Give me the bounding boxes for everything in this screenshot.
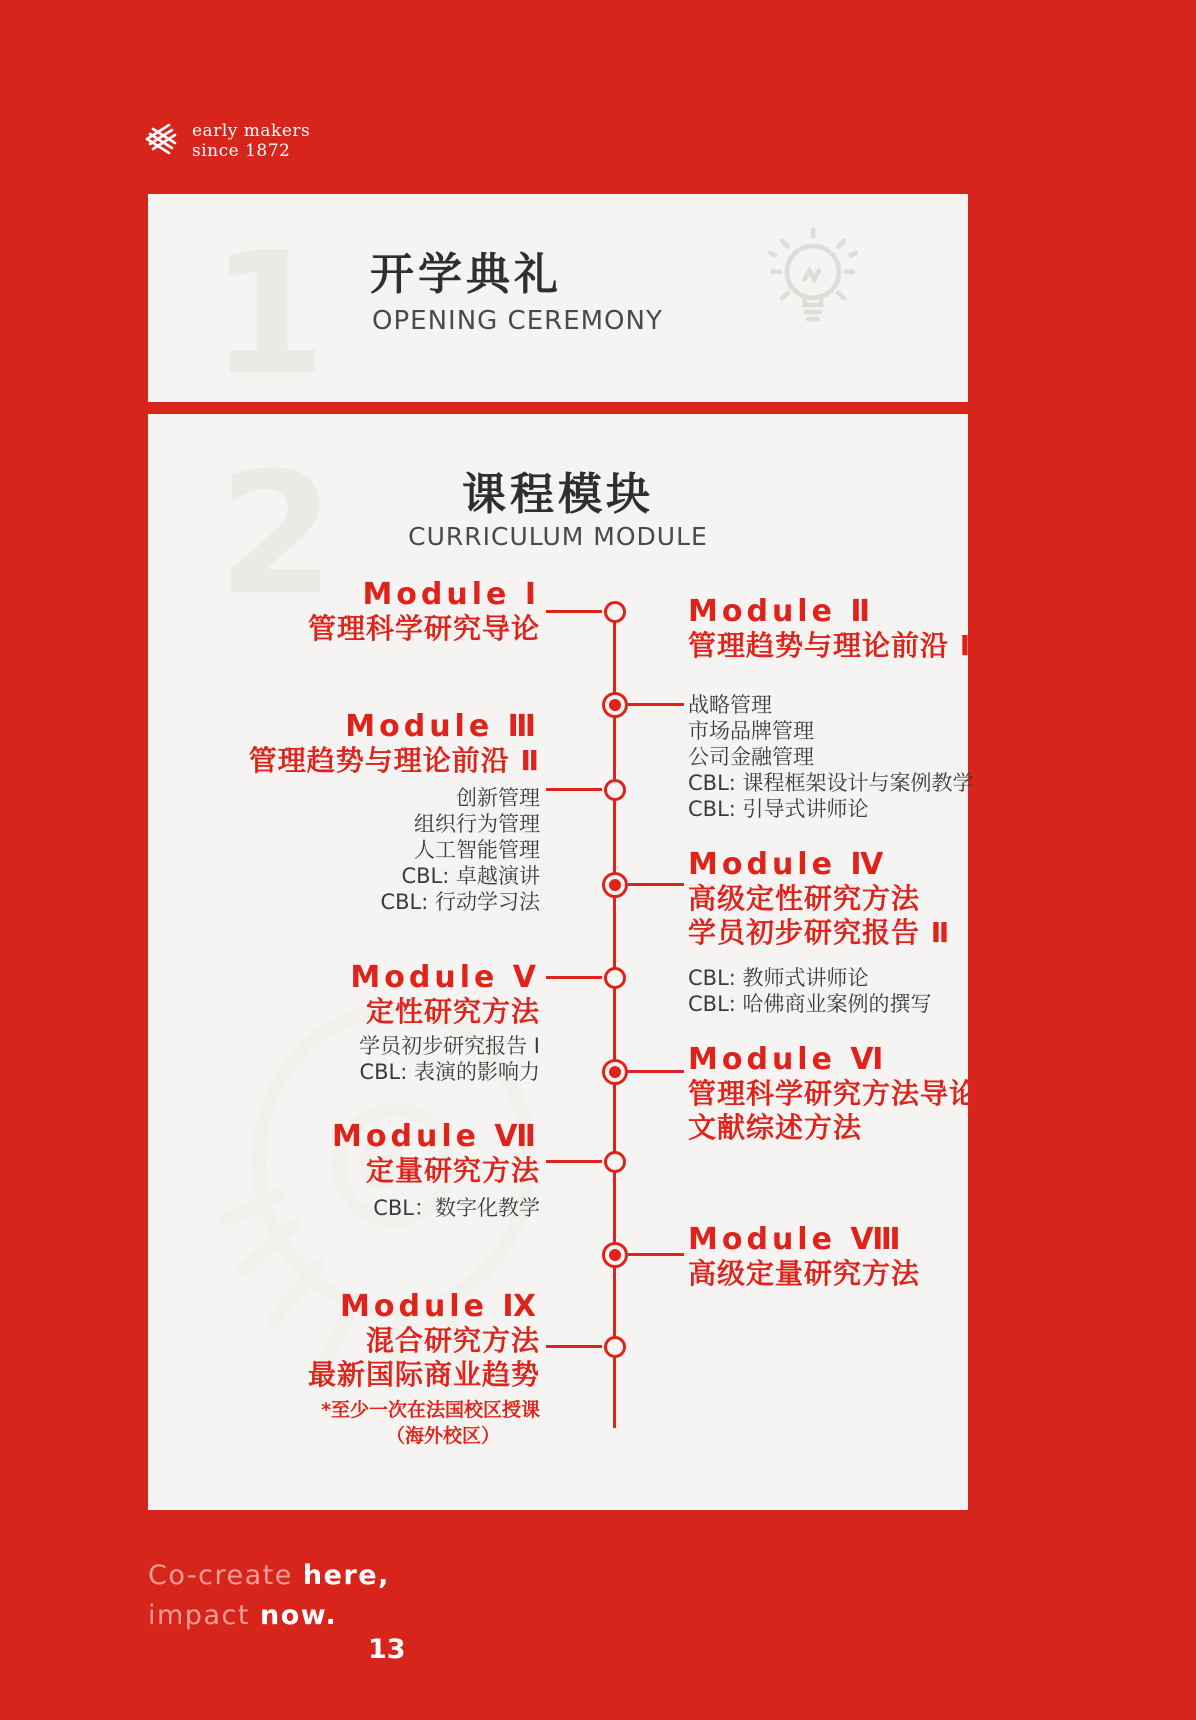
- slogan-here: here,: [302, 1560, 390, 1591]
- timeline-node-filled: [602, 1059, 628, 1085]
- module-title: Module Ⅴ: [350, 960, 540, 995]
- module-title: Module Ⅶ: [332, 1119, 540, 1154]
- course-list: [688, 692, 974, 822]
- timeline-node-filled: [602, 1242, 628, 1268]
- module-4-block: [688, 848, 950, 1017]
- module-7-block: [332, 1120, 540, 1221]
- timeline-node-filled: [602, 692, 628, 718]
- timeline-connector: [628, 1253, 684, 1256]
- footnote-line1: *至少一次在法国校区授课: [321, 1399, 540, 1421]
- course-item: CBL: 引导式讲师论: [688, 797, 869, 821]
- timeline-node-hollow: [604, 1151, 626, 1173]
- course-list: [688, 965, 950, 1017]
- course-item: 战略管理: [688, 693, 772, 717]
- course-item: 组织行为管理: [414, 812, 540, 836]
- logo-line1: early makers: [192, 121, 311, 141]
- course-item: 学员初步研究报告 Ⅰ: [359, 1034, 540, 1058]
- slogan-impact: impact: [148, 1600, 250, 1631]
- slogan-now: now.: [260, 1600, 338, 1631]
- module-subtitle: 定性研究方法: [365, 995, 540, 1028]
- timeline-connector: [546, 610, 602, 613]
- module-6-block: [688, 1043, 978, 1145]
- timeline-node-hollow: [604, 967, 626, 989]
- section-number-1: 1: [210, 216, 327, 412]
- timeline-connector: [628, 703, 684, 706]
- timeline-connector: [546, 976, 602, 979]
- module-footnote: [308, 1397, 540, 1449]
- timeline-line: [613, 612, 616, 1428]
- module-title: Module Ⅰ: [362, 577, 540, 612]
- slogan-co-create: Co-create: [148, 1560, 293, 1591]
- course-item: CBL: 卓越演讲: [401, 864, 540, 888]
- section-curriculum-module: [148, 414, 979, 1510]
- module-subtitle: 定量研究方法: [365, 1154, 540, 1187]
- course-item: 创新管理: [456, 786, 540, 810]
- course-list: [350, 1033, 540, 1085]
- module-subtitle: 高级定性研究方法: [688, 882, 921, 915]
- timeline-node-hollow: [604, 601, 626, 623]
- footnote-line2: （海外校区）: [385, 1425, 500, 1447]
- module-subtitle: 混合研究方法: [365, 1324, 540, 1357]
- module-3-block: [249, 710, 540, 915]
- module-title: Module Ⅸ: [340, 1289, 540, 1324]
- module-title: Module Ⅳ: [688, 847, 888, 882]
- course-list: [332, 1195, 540, 1221]
- section-opening-ceremony: [148, 194, 968, 412]
- curriculum-title-cn: 课程模块: [462, 469, 654, 520]
- module-9-block: [308, 1290, 540, 1449]
- module-subtitle: 管理科学研究方法导论: [688, 1077, 979, 1110]
- emlyon-logo: [140, 118, 310, 164]
- module-1-block: [308, 578, 540, 646]
- module-title: Module Ⅱ: [688, 594, 875, 629]
- timeline-node-hollow: [604, 779, 626, 801]
- timeline-connector: [546, 1345, 602, 1348]
- course-item: CBL: 行动学习法: [380, 890, 540, 914]
- module-subtitle: 高级定量研究方法: [688, 1257, 921, 1290]
- module-subtitle: 文献综述方法: [688, 1111, 863, 1144]
- module-5-block: [350, 961, 540, 1085]
- weave-asterisk-logo-icon: [140, 118, 182, 164]
- logo-line2: since 1872: [192, 141, 291, 161]
- module-title: Module Ⅲ: [345, 709, 540, 744]
- course-item: CBL: 教师式讲师论: [688, 966, 869, 990]
- timeline-connector: [628, 883, 684, 886]
- timeline-node-filled: [602, 872, 628, 898]
- curriculum-title-en: CURRICULUM MODULE: [408, 522, 708, 551]
- module-subtitle: 最新国际商业趋势: [307, 1358, 540, 1391]
- course-item: CBL: 哈佛商业案例的撰写: [688, 992, 932, 1016]
- timeline-node-hollow: [604, 1336, 626, 1358]
- module-title: Module Ⅷ: [688, 1222, 905, 1257]
- timeline-connector: [546, 1160, 602, 1163]
- course-item: CBL：数字化教学: [373, 1196, 540, 1220]
- module-subtitle: 学员初步研究报告 Ⅱ: [688, 916, 951, 949]
- module-subtitle: 管理趋势与理论前沿 Ⅱ: [248, 744, 540, 777]
- module-title: Module Ⅵ: [688, 1042, 888, 1077]
- page-number: 13: [368, 1634, 406, 1665]
- section-number-2: 2: [218, 436, 335, 632]
- course-item: CBL: 表演的影响力: [359, 1060, 540, 1084]
- module-8-block: [688, 1223, 920, 1291]
- course-list: [249, 785, 540, 915]
- course-item: 人工智能管理: [414, 838, 540, 862]
- module-subtitle: 管理科学研究导论: [307, 612, 540, 645]
- opening-ceremony-title-cn: 开学典礼: [370, 249, 562, 300]
- timeline-connector: [546, 788, 602, 791]
- opening-ceremony-title-en: OPENING CEREMONY: [372, 306, 663, 336]
- timeline-connector: [628, 1070, 684, 1073]
- course-item: 公司金融管理: [688, 745, 814, 769]
- course-item: CBL: 课程框架设计与案例教学: [688, 771, 974, 795]
- module-subtitle: 管理趋势与理论前沿 Ⅰ: [688, 629, 972, 662]
- lightbulb-icon: [754, 220, 872, 342]
- footer-slogan: [148, 1556, 390, 1636]
- module-2-block: [688, 595, 974, 822]
- course-item: 市场品牌管理: [688, 719, 814, 743]
